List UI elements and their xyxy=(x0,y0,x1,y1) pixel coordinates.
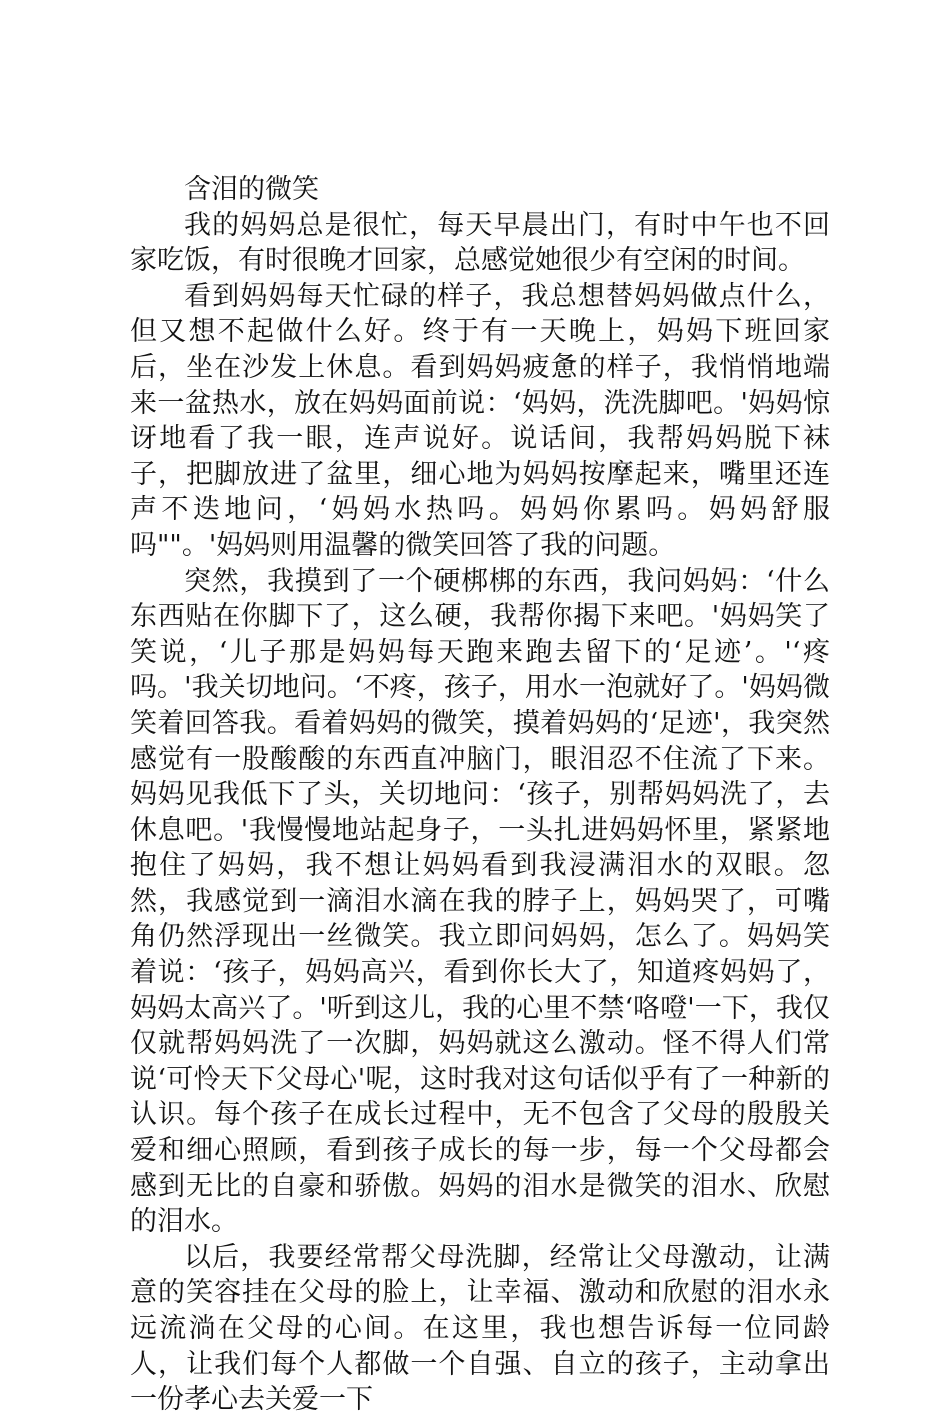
paragraph-1: 我的妈妈总是很忙，每天早晨出门，有时中午也不回家吃饭，有时很晚才回家，总感觉她很少有空闲的时间。 xyxy=(130,209,830,277)
document-title: 含泪的微笑 xyxy=(184,174,319,205)
paragraph-4: 以后，我要经常帮父母洗脚，经常让父母激动，让满意的笑容挂在父母的脸上，让幸福、激动和欣慰的泪水永远流淌在父母的心间。在这里，我也想告诉每一位同龄人，让我们每个人都做一个自强、自立的孩子，主动拿出一份孝心去关爱一下 xyxy=(130,1241,830,1416)
paragraph-3: 突然，我摸到了一个硬梆梆的东西，我问妈妈：‘什么东西贴在你脚下了，这么硬，我帮你揭下来吧。'妈妈笑了笑说，‘儿子那是妈妈每天跑来跑去留下的‘足迹’。'‘疼吗。'我关切地问。‘不疼，孩子，用水一泡就好了。'妈妈微笑着回答我。看着妈妈的微笑，摸着妈妈的‘足迹'，我突然感觉有一股酸酸的东西直冲脑门，眼泪忍不住流了下来。妈妈见我低下了头，关切地问：‘孩子，别帮妈妈洗了，去休息吧。'我慢慢地站起身子，一头扎进妈妈怀里，紧紧地抱住了妈妈，我不想让妈妈看到我浸满泪水的双眼。忽然，我感觉到一滴泪水滴在我的脖子上，妈妈哭了，可嘴角仍然浮现出一丝微笑。我立即问妈妈，怎么了。妈妈笑着说：‘孩子，妈妈高兴，看到你长大了，知道疼妈妈了，妈妈太高兴了。'听到这儿，我的心里不禁‘咯噔'一下，我仅仅就帮妈妈洗了一次脚，妈妈就这么激动。怪不得人们常说‘可怜天下父母心'呢，这时我对这句话似乎有了一种新的认识。每个孩子在成长过程中，无不包含了父母的殷殷关爱和细心照顾，看到孩子成长的每一步，每一个父母都会感到无比的自豪和骄傲。妈妈的泪水是微笑的泪水、欣慰的泪水。 xyxy=(130,565,830,1238)
document-body xyxy=(130,172,830,1418)
paragraph-2: 看到妈妈每天忙碌的样子，我总想替妈妈做点什么，但又想不起做什么好。终于有一天晚上，妈妈下班回家后，坐在沙发上休息。看到妈妈疲惫的样子，我悄悄地端来一盆热水，放在妈妈面前说：‘妈妈，洗洗脚吧。'妈妈惊讶地看了我一眼，连声说好。说话间，我帮妈妈脱下袜子，把脚放进了盆里，细心地为妈妈按摩起来，嘴里还连声不迭地问，‘妈妈水热吗。妈妈你累吗。妈妈舒服吗""。'妈妈则用温馨的微笑回答了我的问题。 xyxy=(130,280,830,561)
